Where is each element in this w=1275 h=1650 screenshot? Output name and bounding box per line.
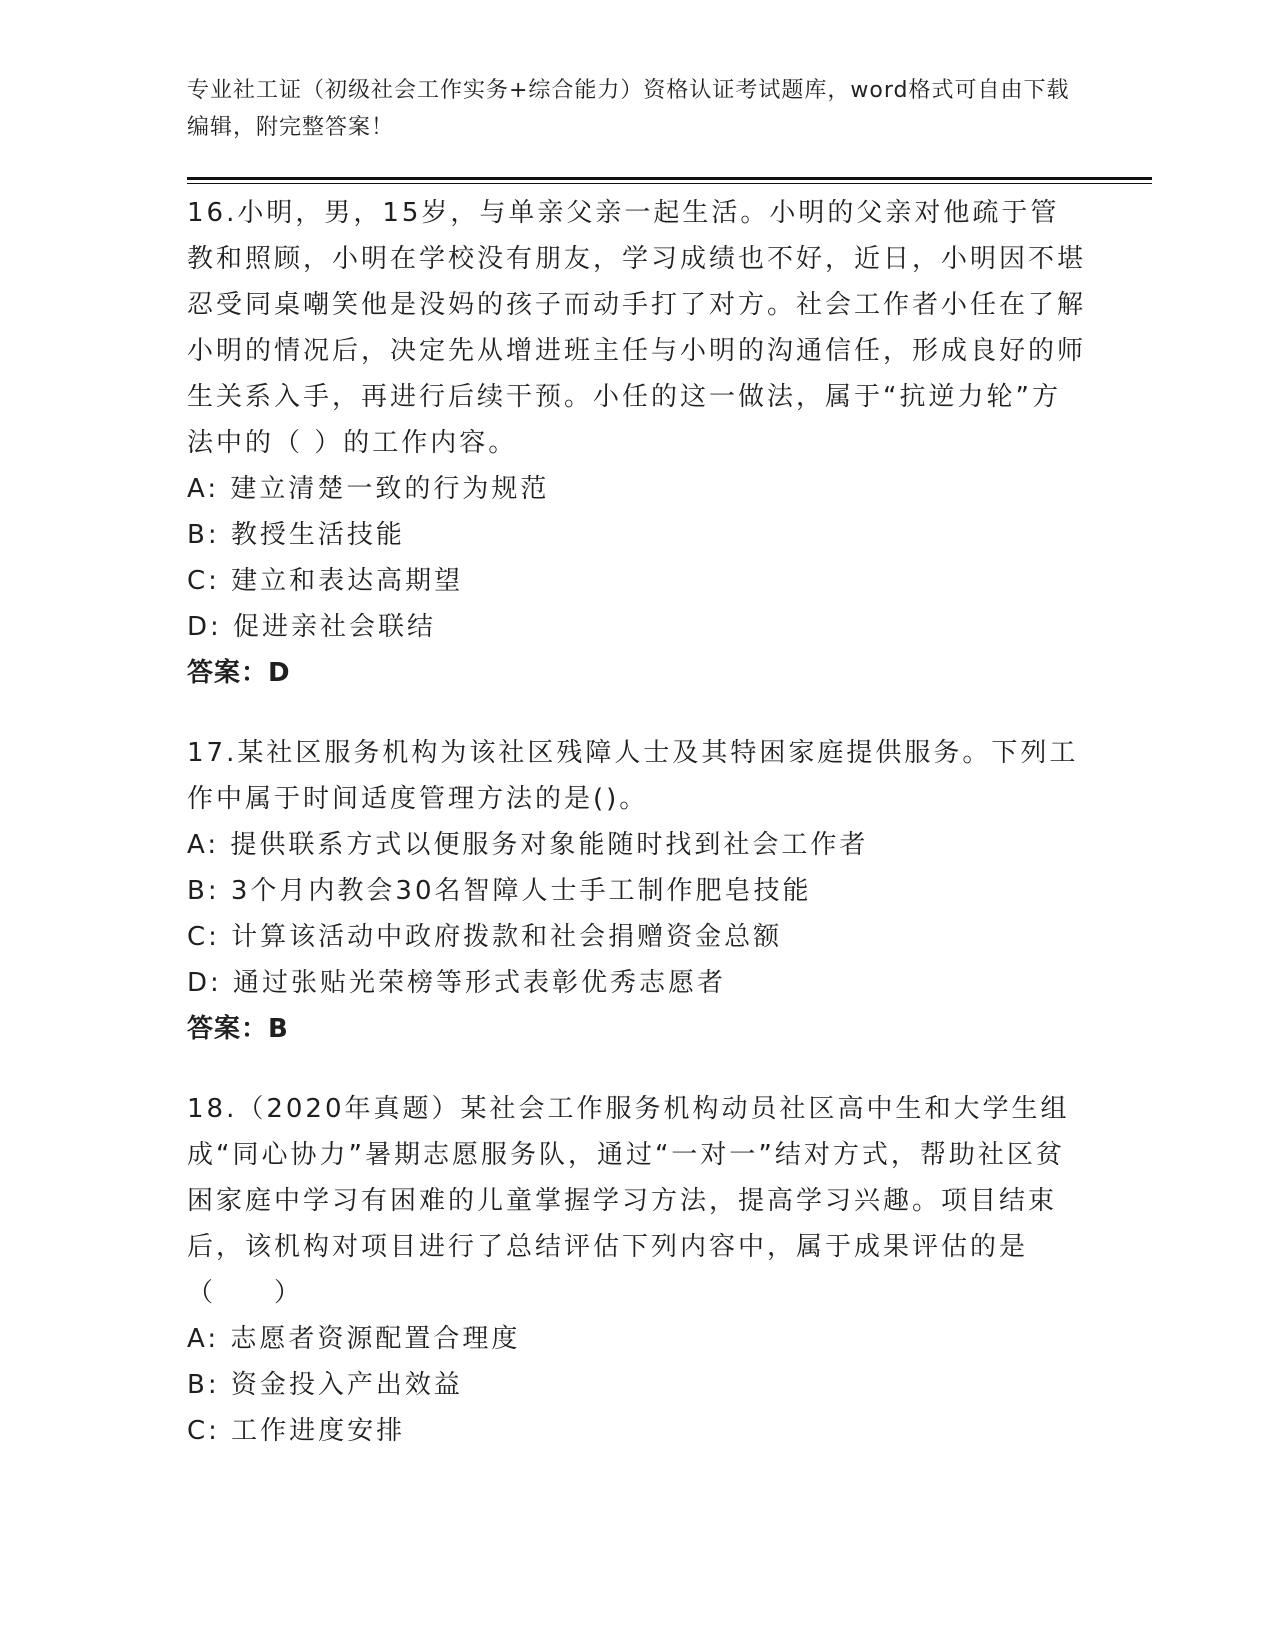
- option-c: C: 计算该活动中政府拨款和社会捐赠资金总额: [187, 922, 783, 952]
- option-b: B: 教授生活技能: [187, 520, 405, 550]
- question-18: [187, 1086, 1087, 1454]
- question-list: [187, 190, 1087, 1488]
- answer-blank: （ ）: [187, 1278, 304, 1308]
- option-c: C: 工作进度安排: [187, 1416, 406, 1446]
- question-17: [187, 730, 1087, 1052]
- option-c: C: 建立和表达高期望: [187, 566, 464, 596]
- question-text: 16.小明，男，15岁，与单亲父亲一起生活。小明的父亲对他疏于管教和照顾，小明在学校没有朋友，学习成绩也不好，近日，小明因不堪忍受同桌嘲笑他是没妈的孩子而动手打了对方。社会工作者小任在了解小明的情况后，决定先从增进班主任与小明的沟通信任，形成良好的师生关系入手，再进行后续干预。小任的这一做法，属于“抗逆力轮”方法中的（ ）的工作内容。: [187, 198, 1087, 458]
- answer-label: 答案：D: [187, 658, 291, 688]
- option-b: B: 3个月内教会30名智障人士手工制作肥皂技能: [187, 876, 812, 906]
- option-d: D: 通过张贴光荣榜等形式表彰优秀志愿者: [187, 968, 727, 998]
- question-text: 18.（2020年真题）某社会工作服务机构动员社区高中生和大学生组成“同心协力”暑期志愿服务队，通过“一对一”结对方式，帮助社区贫困家庭中学习有困难的儿童掌握学习方法，提高学习兴趣。项目结束后，该机构对项目进行了总结评估下列内容中，属于成果评估的是: [187, 1094, 1070, 1262]
- option-b: B: 资金投入产出效益: [187, 1370, 463, 1400]
- option-a: A: 提供联系方式以便服务对象能随时找到社会工作者: [187, 830, 869, 860]
- option-d: D: 促进亲社会联结: [187, 612, 437, 642]
- answer-label: 答案：B: [187, 1014, 289, 1044]
- option-a: A: 志愿者资源配置合理度: [187, 1324, 521, 1354]
- header-divider-thick: [187, 177, 1152, 180]
- question-16: [187, 190, 1087, 696]
- header-divider-thin: [187, 183, 1152, 184]
- option-a: A: 建立清楚一致的行为规范: [187, 474, 550, 504]
- question-text: 17.某社区服务机构为该社区残障人士及其特困家庭提供服务。下列工作中属于时间适度管理方法的是()。: [187, 738, 1079, 814]
- document-header: 专业社工证（初级社会工作实务+综合能力）资格认证考试题库，word格式可自由下载编辑，附完整答案！: [187, 78, 1070, 140]
